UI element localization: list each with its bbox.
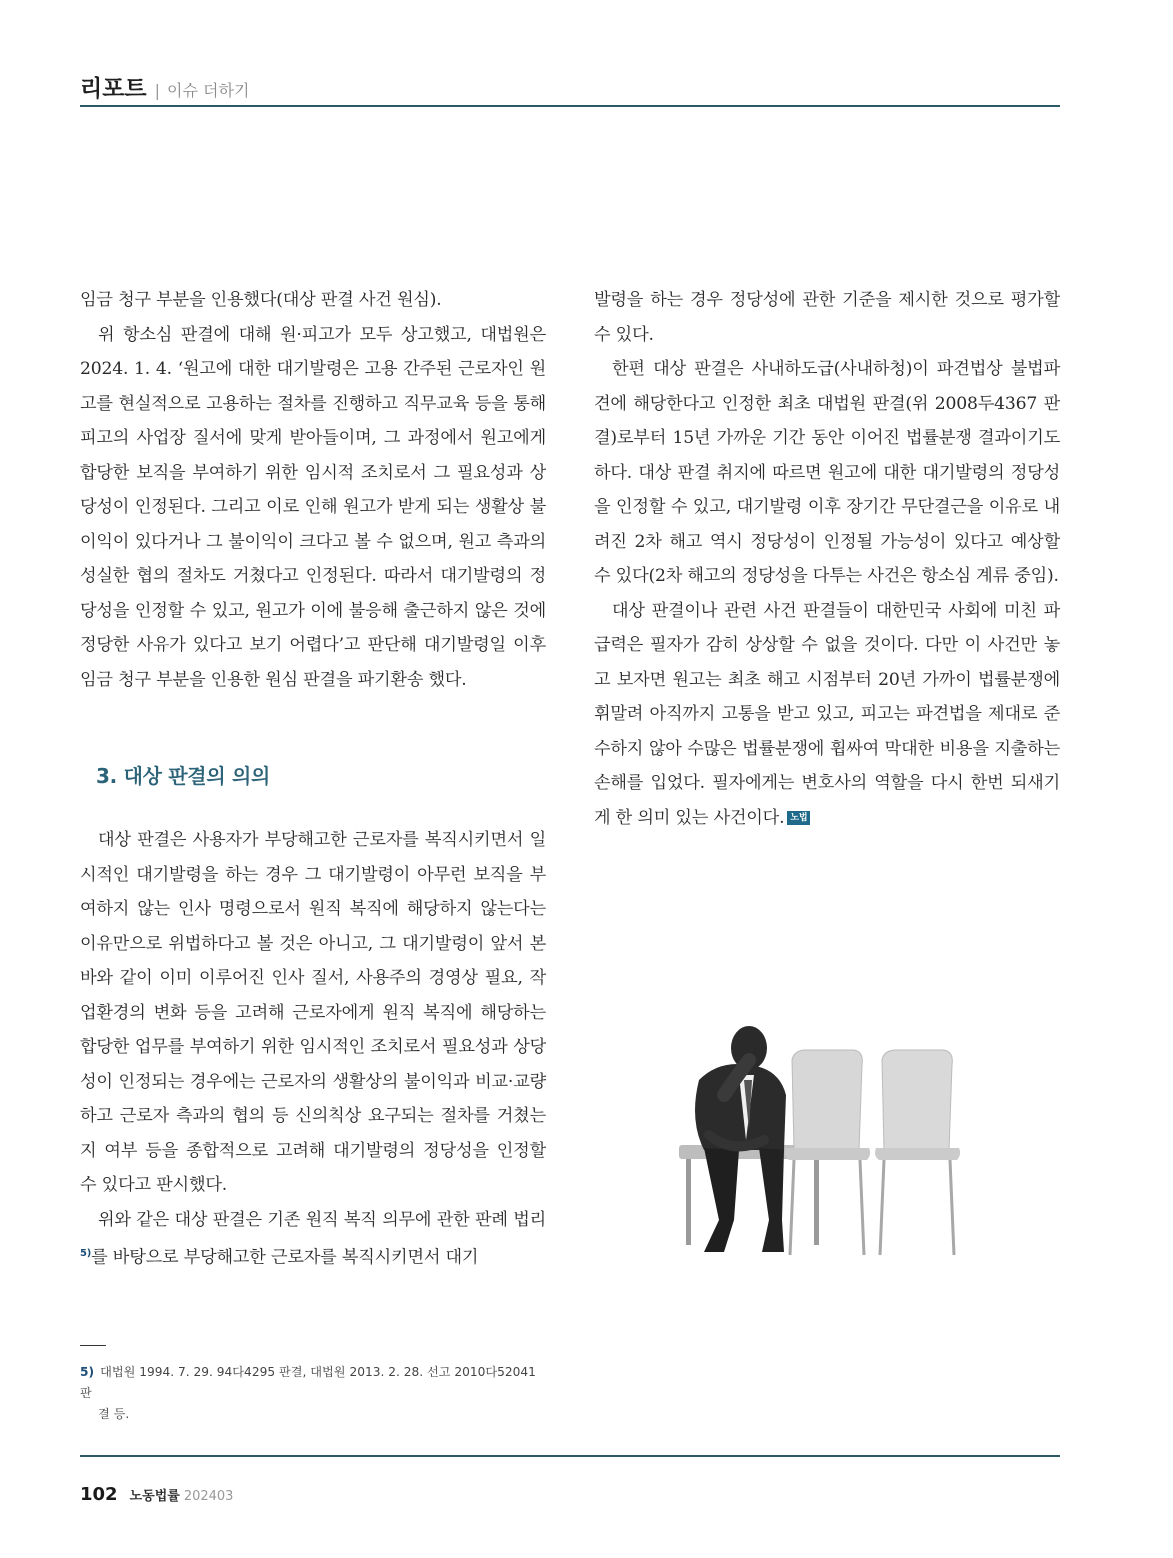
section-heading: 3. 대상 판결의 의의 [96,764,271,788]
paragraph: 임금 청구 부분을 인용했다(대상 판결 사건 원심). [80,290,442,310]
photo-man-sitting-with-chairs-icon [664,1020,984,1270]
paragraph: 한편 대상 판결은 사내하도급(사내하청)이 파견법상 불법파견에 해당한다고 인정한 최초 대법원 판결(위 2008두4367 판결)로부터 15년 가까운 기간 동안 이어진 법률분쟁 결과이기도 하다. 대상 판결 취지에 따르면 원고에 대한 대기발령의 정당성을 인정할 수 있고, 대기발령 이후 장기간 무단결근을 이유로 내려진 2차 해고 역시 정당성이 인정될 가능성이 있다고 예상할 수 있다(2차 해고의 정당성을 다투는 사건은 항소심 계류 중임). [594,359,1060,586]
paragraph-text: 를 바탕으로 부당해고한 근로자를 복직시키면서 대기 [91,1247,479,1268]
paragraph [594,594,1060,836]
paragraph: 대상 판결은 사용자가 부당해고한 근로자를 복직시키면서 일시적인 대기발령을 하는 경우 그 대기발령이 아무런 보직을 부여하지 않는 인사 명령으로서 원직 복직에 해당하지 않는다는 이유만으로 위법하다고 볼 것은 아니고, 그 대기발령이 앞서 본 바와 같이 이미 이루어진 인사 질서, 사용주의 경영상 필요, 작업환경의 변화 등을 고려해 근로자에게 원직 복직에 해당하는 합당한 업무를 부여하기 위한 임시적인 조치로서 필요성과 상당성이 인정되는 경우에는 근로자의 생활상의 불이익과 비교·교량하고 근로자 측과의 협의 등 신의칙상 요구되는 절차를 거쳤는지 여부 등을 종합적으로 고려해 대기발령의 정당성을 인정할 수 있다고 판시했다. [80,830,546,1195]
page-number: 102 [80,1484,118,1505]
paragraph [80,1203,546,1276]
header-rule [80,105,1060,107]
paragraph-text: 대상 판결이나 관련 사건 판결들이 대한민국 사회에 미친 파급력은 필자가 감히 상상할 수 없을 것이다. 다만 이 사건만 놓고 보자면 원고는 최초 해고 시점부터 20년 가까이 법률분쟁에 휘말려 아직까지 고통을 받고 있고, 피고는 파견법을 제대로 준수하지 않아 수많은 법률분쟁에 휩싸여 막대한 비용을 지출하는 손해를 입었다. 필자에게는 변호사의 역할을 다시 한번 되새기게 한 의미 있는 사건이다. [594,600,1060,828]
header-subsection: 이슈 더하기 [167,81,250,100]
footnote-text-cont: 결 등. [98,1407,130,1421]
footnote [80,1362,546,1425]
footnote-rule [80,1345,106,1346]
footnote-number: 5) [80,1365,95,1379]
paragraph-text: 위와 같은 대상 판결은 기존 원직 복직 의무에 관한 판례 법리 [98,1209,546,1230]
right-column [594,283,1060,835]
running-header [80,70,249,103]
header-divider: | [154,81,161,100]
page-footer [80,1484,233,1505]
footer-rule [80,1455,1060,1457]
header-section: 리포트 [80,76,147,102]
footnote-reference[interactable]: 5) [80,1248,92,1259]
footnote-text: 대법원 1994. 7. 29. 94다4295 판결, 대법원 2013. 2. 28. 선고 2010다52041 판 [80,1365,536,1400]
end-mark-badge: 노법 [787,811,810,825]
paragraph: 발령을 하는 경우 정당성에 관한 기준을 제시한 것으로 평가할 수 있다. [594,290,1060,345]
issue-number: 202403 [183,1489,234,1504]
left-column-bottom [80,823,546,1275]
left-column-top [80,283,546,697]
paragraph: 위 항소심 판결에 대해 원·피고가 모두 상고했고, 대법원은 2024. 1. 4. ‘원고에 대한 대기발령은 고용 간주된 근로자인 원고를 현실적으로 고용하는 절차를 진행하고 직무교육 등을 통해 피고의 사업장 질서에 맞게 받아들이며, 그 과정에서 원고에게 합당한 보직을 부여하기 위한 임시적 조치로서 그 필요성과 상당성이 인정된다. 그리고 이로 인해 원고가 받게 되는 생활상 불이익이 있다거나 그 불이익이 크다고 볼 수 없으며, 원고 측과의 성실한 협의 절차도 거쳤다고 인정된다. 따라서 대기발령의 정당성을 인정할 수 있고, 원고가 이에 불응해 출근하지 않은 것에 정당한 사유가 있다고 보기 어렵다’고 판단해 대기발령일 이후 임금 청구 부분을 인용한 원심 판결을 파기환송 했다. [80,324,546,690]
magazine-name: 노동법률 [129,1489,180,1504]
